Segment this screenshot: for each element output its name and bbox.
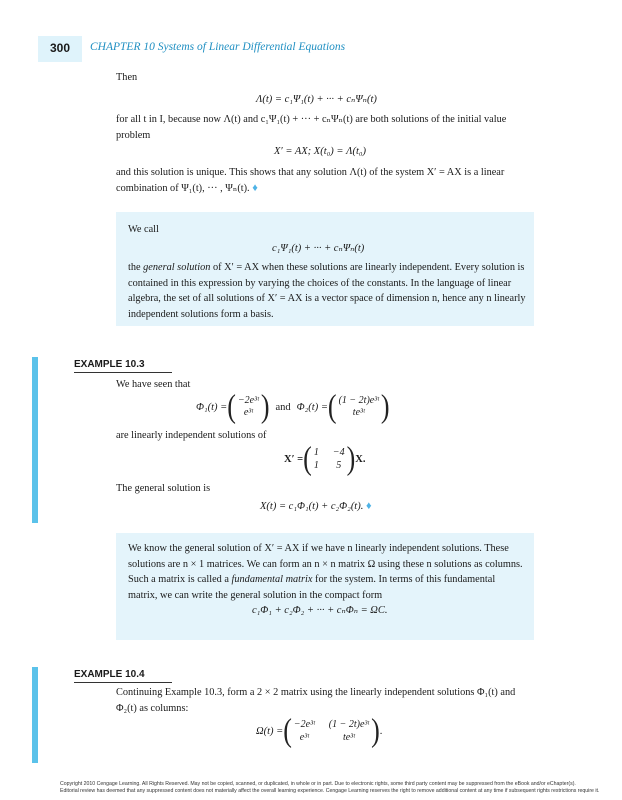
term-general-solution: general solution xyxy=(143,262,211,273)
matrix-entry: e³ᵗ xyxy=(299,731,309,743)
example-heading: EXAMPLE 10.4 xyxy=(74,669,145,680)
then-text: Then xyxy=(116,72,138,83)
phi2-label: Φ₂(t) = xyxy=(296,401,328,413)
left-paren: ( xyxy=(327,388,337,425)
end-of-example-icon: ♦ xyxy=(365,500,372,512)
matrix-entry: te³ᵗ xyxy=(352,407,365,418)
equation-ivp: X′ = AX; X(t₀) = Λ(t₀) xyxy=(274,146,367,157)
coefficient-matrix xyxy=(303,440,356,477)
system-lhs: X′ = xyxy=(284,453,304,465)
matrix-entry: −2e³ᵗ xyxy=(237,395,259,406)
system-equation xyxy=(284,440,366,477)
general-solution-equation xyxy=(260,500,372,512)
we-call-text: We call xyxy=(128,224,159,235)
running-head: CHAPTER 10 Systems of Linear Differential Equations xyxy=(90,41,346,53)
general-eq-text: X(t) = c₁Φ₁(t) + c₂Φ₂(t). xyxy=(260,501,364,512)
example-intro: We have seen that xyxy=(116,379,191,390)
example-heading-rule xyxy=(74,372,172,373)
left-paren: ( xyxy=(283,712,292,749)
matrix-entry: −4 xyxy=(332,446,345,458)
page-number-box xyxy=(38,36,82,62)
copyright-line-1: Copyright 2010 Cengage Learning. All Rights Reserved. May not be copied, scanned, or duplicated, in whole or in part. Due to electronic rights, some third party content may be suppressed from the eBook and/or eChapter(s). xyxy=(60,781,576,787)
paragraph-linear-combination xyxy=(116,165,536,196)
matrix-entry: e³ᵗ xyxy=(243,407,253,418)
end-of-proof-icon: ♦ xyxy=(252,181,258,194)
example-heading: EXAMPLE 10.3 xyxy=(74,359,145,370)
right-paren: ) xyxy=(380,388,390,425)
fundamental-matrix-equation xyxy=(256,712,383,749)
general-solution-intro: The general solution is xyxy=(116,483,211,494)
paragraph-text: and this solution is unique. This shows that any solution Λ(t) of the system X′ = AX is a linear combination of Ψ₁(t), ··· , Ψₙ(t). xyxy=(116,167,505,194)
period: . xyxy=(379,725,383,737)
right-paren: ) xyxy=(371,712,380,749)
paragraph-fundamental-matrix xyxy=(128,541,526,603)
page-number: 300 xyxy=(49,41,71,55)
para-post: for the system. In terms of this fundamental matrix, we can write the general solution in the compact form xyxy=(128,574,496,601)
and-text: and xyxy=(275,401,291,413)
phi2-matrix xyxy=(327,388,390,425)
example-sidebar-bar xyxy=(32,667,38,763)
paragraph-general-solution xyxy=(128,260,526,322)
left-paren: ( xyxy=(227,388,236,425)
example-paragraph: Continuing Example 10.3, form a 2 × 2 matrix using the linearly independent solutions Φ₁(t) and Φ₂(t) as columns: xyxy=(116,687,516,714)
matrix-entry: −2e³ᵗ xyxy=(293,718,315,730)
phi1-label: Φ₁(t) = xyxy=(196,401,228,413)
matrix-entry: 1 xyxy=(313,459,319,471)
left-paren: ( xyxy=(303,440,312,477)
solution-vectors-equation xyxy=(196,388,390,425)
right-paren: ) xyxy=(346,440,356,477)
example-heading-rule xyxy=(74,682,172,683)
para-pre: We know the general solution of X′ = AX if we have n linearly independent solutions. These solutions are n × 1 matrices. We can form an n × n matrix Ω using these n solutions as columns. Such a matrix is called a xyxy=(128,543,523,585)
matrix-entry: (1 − 2t)e³ᵗ xyxy=(338,395,379,406)
matrix-entry: (1 − 2t)e³ᵗ xyxy=(328,718,370,730)
matrix-entry: 5 xyxy=(336,459,342,471)
para-pre: the xyxy=(128,262,144,273)
system-rhs: X. xyxy=(355,453,366,465)
omega-label: Ω(t) = xyxy=(256,725,284,737)
example-sidebar-bar xyxy=(32,357,38,523)
matrix-entry: te³ᵗ xyxy=(342,731,355,743)
omega-matrix xyxy=(283,712,380,749)
copyright-line-2: Editorial review has deemed that any suppressed content does not materially affect the overall learning experience. Cengage Learning reserves the right to remove additional content at any time if subsequent rights restrictions require it. xyxy=(60,788,600,794)
phi1-matrix xyxy=(227,388,270,425)
equation-general-combination: c₁Ψ₁(t) + ··· + cₙΨₙ(t) xyxy=(272,243,365,254)
right-paren: ) xyxy=(260,388,270,425)
equation-compact-form: c₁Φ₁ + c₂Φ₂ + ··· + cₙΦₙ = ΩC. xyxy=(252,605,388,616)
term-fundamental-matrix: fundamental matrix xyxy=(231,574,313,585)
equation-lambda: Λ(t) = c₁Ψ₁(t) + ··· + cₙΨₙ(t) xyxy=(256,94,377,105)
linearly-independent-text: are linearly independent solutions of xyxy=(116,430,267,441)
para-post: of X′ = AX when these solutions are linearly independent. Every solution is contained in this expression by varying the choices of the constants. In the language of linear algebra, the set of all solutions of X′ = AX is a vector space of dimension n, hence any n linearly independent solutions form a basis. xyxy=(128,262,526,320)
matrix-entry: 1 xyxy=(313,446,319,458)
paragraph-initial-value: for all t in I, because now Λ(t) and c₁Ψ₁(t) + ··· + cₙΨₙ(t) are both solutions of the initial value problem xyxy=(116,114,507,141)
